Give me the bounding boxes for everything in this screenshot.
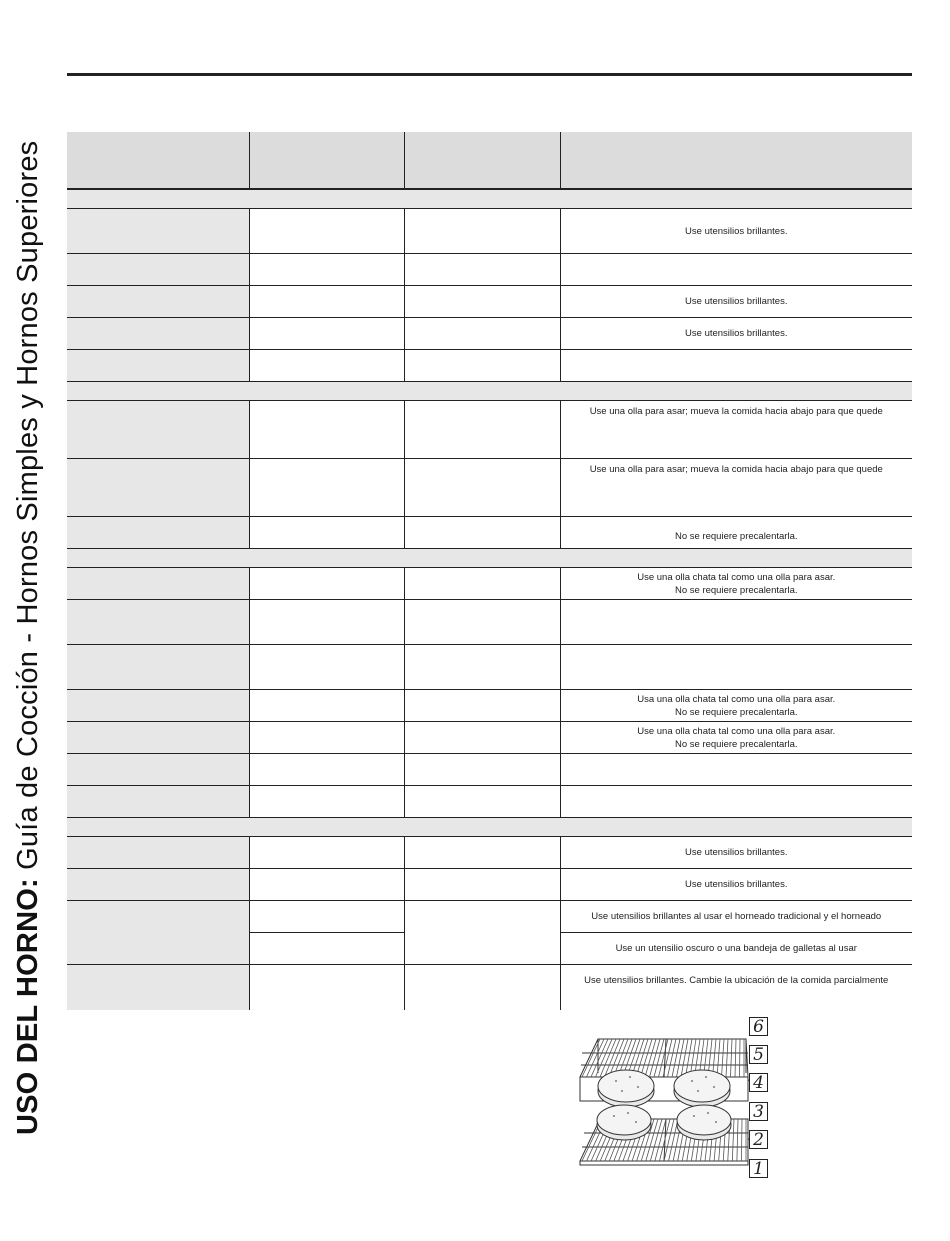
table-row <box>67 459 912 517</box>
section-row <box>67 189 912 209</box>
cooking-guide-table <box>67 132 912 1010</box>
rack-position-label: 3 <box>749 1102 768 1121</box>
note-cell: Use utensilios brillantes. <box>560 837 912 869</box>
note-cell: Use una olla para asar; mueva la comida hacia abajo para que quede <box>560 459 912 517</box>
note-cell: Use utensilios brillantes. <box>560 318 912 350</box>
page-title <box>12 141 45 1135</box>
note-cell: Use un utensilio oscuro o una bandeja de galletas al usar <box>560 933 912 965</box>
table-row <box>67 286 912 318</box>
note-cell: Use utensilios brillantes. <box>560 286 912 318</box>
header-rule <box>67 73 912 76</box>
note-cell: Use utensilios brillantes. <box>560 869 912 901</box>
rack-position-label: 5 <box>749 1045 768 1064</box>
section-row <box>67 382 912 401</box>
rack-position-label: 1 <box>749 1159 768 1178</box>
note-cell: Usa una olla chata tal como una olla para asar. No se requiere precalentarla. <box>560 690 912 722</box>
note-cell: Use utensilios brillantes al usar el horneado tradicional y el horneado <box>560 901 912 933</box>
note-cell: No se requiere precalentarla. <box>560 517 912 549</box>
page-title-light: Guía de Cocción - Hornos Simples y Hornos Superiores <box>12 140 44 879</box>
table-row <box>67 401 912 459</box>
page-title-bold: USO DEL HORNO: <box>12 878 44 1135</box>
rack-position-label: 4 <box>749 1073 768 1092</box>
table-row <box>67 350 912 382</box>
oven-rack-illustration <box>576 1015 776 1185</box>
table-row <box>67 965 912 1010</box>
header-cell <box>249 132 404 189</box>
note-cell: Use utensilios brillantes. Cambie la ubicación de la comida parcialmente <box>560 965 912 1010</box>
note-cell: Use una olla para asar; mueva la comida hacia abajo para que quede <box>560 401 912 459</box>
table-row <box>67 318 912 350</box>
table-row <box>67 254 912 286</box>
section-row <box>67 818 912 837</box>
header-cell <box>404 132 560 189</box>
rack-position-label: 2 <box>749 1130 768 1149</box>
table-row <box>67 690 912 722</box>
header-cell <box>560 132 912 189</box>
section-row <box>67 549 912 568</box>
table-row <box>67 754 912 786</box>
header-cell <box>67 132 249 189</box>
table-row <box>67 209 912 254</box>
note-cell: Use utensilios brillantes. <box>560 209 912 254</box>
table-row <box>67 645 912 690</box>
table-row <box>67 837 912 869</box>
table-row <box>67 517 912 549</box>
rack-position-label: 6 <box>749 1017 768 1036</box>
table-row <box>67 568 912 600</box>
table-row <box>67 600 912 645</box>
table-row <box>67 786 912 818</box>
table-header-row <box>67 132 912 189</box>
note-cell: Use una olla chata tal como una olla para asar. No se requiere precalentarla. <box>560 568 912 600</box>
note-cell: Use una olla chata tal como una olla para asar. No se requiere precalentarla. <box>560 722 912 754</box>
table-row <box>67 722 912 754</box>
table-row <box>67 901 912 933</box>
table-row <box>67 869 912 901</box>
